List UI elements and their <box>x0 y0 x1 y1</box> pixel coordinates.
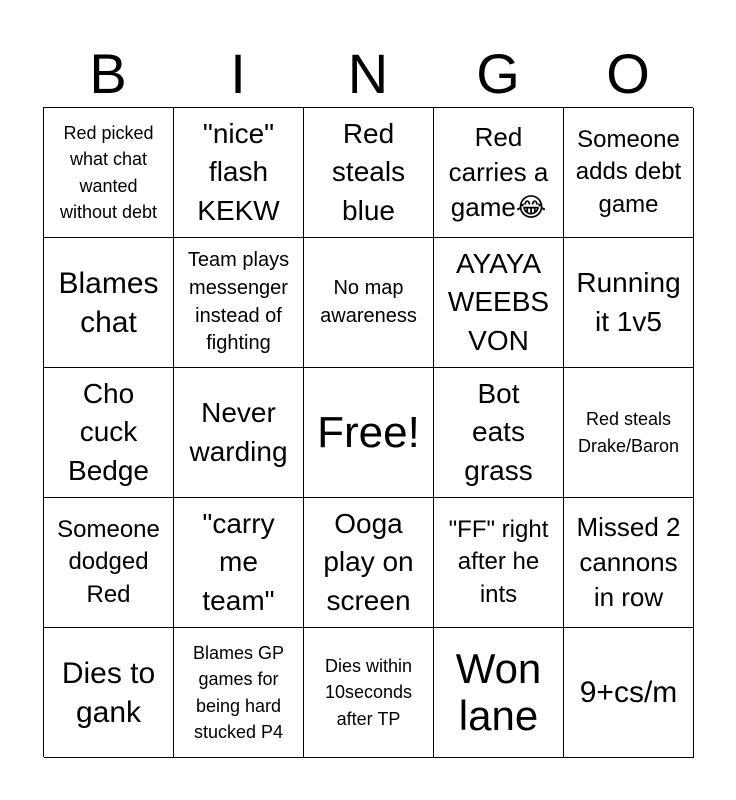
cell-text: Dies within 10seconds after TP <box>324 656 413 729</box>
cell-text: Missed 2 cannons in row <box>576 512 681 612</box>
cell-text: Someone dodged Red <box>57 515 160 608</box>
bingo-cell[interactable] <box>434 368 564 498</box>
header-letter-b: B <box>89 42 127 105</box>
bingo-cell[interactable] <box>304 628 434 758</box>
cell-text: "carry me team" <box>202 507 275 616</box>
bingo-cell[interactable] <box>44 498 174 628</box>
bingo-cell[interactable] <box>174 108 304 238</box>
bingo-cell[interactable] <box>44 368 174 498</box>
cell-text: Red picked what chat wanted without debt <box>59 123 158 222</box>
cell-text: No map awareness <box>320 276 417 327</box>
bingo-cell[interactable] <box>44 108 174 238</box>
bingo-cell[interactable] <box>174 238 304 368</box>
cell-text: Blames GP games for being hard stucked P4 <box>192 643 285 742</box>
bingo-cell[interactable] <box>174 368 304 498</box>
header-letter-o: O <box>606 42 650 105</box>
bingo-cell[interactable] <box>564 238 694 368</box>
bingo-header <box>43 40 693 108</box>
bingo-cell[interactable] <box>174 628 304 758</box>
bingo-cell[interactable] <box>564 628 694 758</box>
bingo-cell[interactable] <box>564 498 694 628</box>
cell-text: Red steals blue <box>331 117 406 226</box>
header-letter-i: I <box>230 42 246 105</box>
header-letter-n: N <box>347 42 389 105</box>
bingo-cell[interactable] <box>434 498 564 628</box>
cell-text: Blames chat <box>58 266 159 339</box>
cell-text: Dies to gank <box>61 656 156 729</box>
cell-text: 9+cs/m <box>579 676 678 709</box>
bingo-cell[interactable] <box>434 238 564 368</box>
cell-text: Red carries a game😂 <box>448 122 549 222</box>
cell-text: Bot eats grass <box>464 377 533 486</box>
bingo-cell[interactable] <box>44 238 174 368</box>
cell-text: "FF" right after he ints <box>448 515 549 608</box>
free-space: Free! <box>317 407 420 457</box>
cell-text: Running it 1v5 <box>576 266 681 337</box>
cell-text: Red steals Drake/Baron <box>577 409 680 456</box>
bingo-cell[interactable] <box>304 238 434 368</box>
bingo-cell[interactable] <box>564 368 694 498</box>
cell-text: Won lane <box>455 645 542 739</box>
bingo-cell[interactable] <box>434 108 564 238</box>
cell-text: Someone adds debt game <box>575 125 682 218</box>
cell-text: Team plays messenger instead of fighting <box>187 249 290 355</box>
bingo-board <box>43 107 693 757</box>
cell-text: Cho cuck Bedge <box>68 377 149 486</box>
bingo-cell[interactable] <box>304 498 434 628</box>
header-letter-g: G <box>476 42 520 105</box>
bingo-cell[interactable] <box>564 108 694 238</box>
bingo-cell[interactable] <box>434 628 564 758</box>
bingo-cell[interactable] <box>304 368 434 498</box>
bingo-cell[interactable] <box>174 498 304 628</box>
bingo-cell[interactable] <box>304 108 434 238</box>
cell-text: Ooga play on screen <box>323 507 414 616</box>
cell-text: AYAYA WEEBS VON <box>447 247 550 356</box>
bingo-cell[interactable] <box>44 628 174 758</box>
cell-text: Never warding <box>189 396 288 467</box>
cell-text: "nice" flash KEKW <box>197 117 280 226</box>
